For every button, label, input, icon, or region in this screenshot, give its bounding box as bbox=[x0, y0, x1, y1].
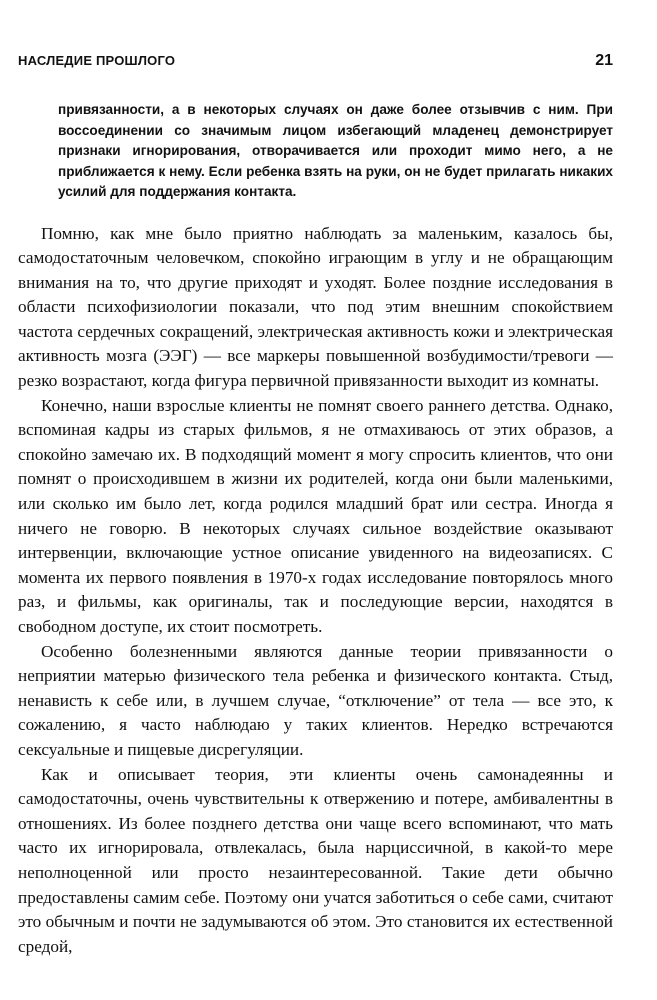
paragraph: Особенно болезненными являются данные теории привязанности о неприятии матерью физического тела ребенка и физического контакта. Стыд, ненависть к себе или, в лучшем случае, “отключение” от тела — все это, к сожалению, я часто наблюдаю у таких клиентов. Нередко встречаются сексуальные и пищевые дисрегуляции. bbox=[18, 641, 613, 759]
paragraph: Конечно, наши взрослые клиенты не помнят своего раннего детства. Однако, вспоминая кадры из старых фильмов, я не отмахиваюсь от этих образов, а спокойно замечаю их. В подходящий момент я могу спросить клиентов, что они помнят о происходившем в жизни их родителей, когда они были маленькими, или сколько им было лет, когда родился младший брат или сестра. Иногда я ничего не говорю. В некоторых случаях сильное воздействие оказывают интервенции, включающие устное описание увиденного на видеозаписях. С момента их первого появления в 1970-х годах исследование повторялось много раз, и фильмы, как оригиналы, так и последующие версии, находятся в свободном доступе, их стоит посмотреть. bbox=[18, 395, 613, 636]
page-number: 21 bbox=[595, 52, 613, 69]
paragraph: Помню, как мне было приятно наблюдать за маленьким, казалось бы, самодостаточным человечком, спокойно играющим в углу и не обращающим внимания на то, что другие приходят и уходят. Более поздние исследования в области психофизиологии показали, что под этим внешним спокойствием частота сердечных сокращений, электрическая активность кожи и электрическая активность мозга (ЭЭГ) — все маркеры повышенной возбудимости/тревоги — резко возрастают, когда фигура первичной привязанности выходит из комнаты. bbox=[18, 223, 613, 391]
paragraph: Как и описывает теория, эти клиенты очень самонадеянны и самодостаточны, очень чувствительны к отвержению и потере, амбивалентны в отношениях. Из более позднего детства они чаще всего вспоминают, что мать часто их игнорировала, отвлекалась, была нарциссичной, в какой-то мере неполноценной или просто незаинтересованной. Такие дети обычно предоставлены самим себе. Поэтому они учатся заботиться о себе сами, считают это обычным и почти не задумываются об этом. Это становится их естественной средой, bbox=[18, 764, 613, 956]
page-header bbox=[18, 52, 613, 70]
running-title: НАСЛЕДИЕ ПРОШЛОГО bbox=[18, 53, 176, 68]
quoted-excerpt: привязанности, а в некоторых случаях он даже более отзывчив с ним. При воссоединении со значимым лицом избегающий младенец демонстрирует признаки игнорирования, отворачивается или проходит мимо него, а не приближается к нему. Если ребенка взять на руки, он не будет прилагать никаких усилий для поддержания контакта. bbox=[58, 102, 613, 199]
body-text bbox=[18, 222, 613, 960]
